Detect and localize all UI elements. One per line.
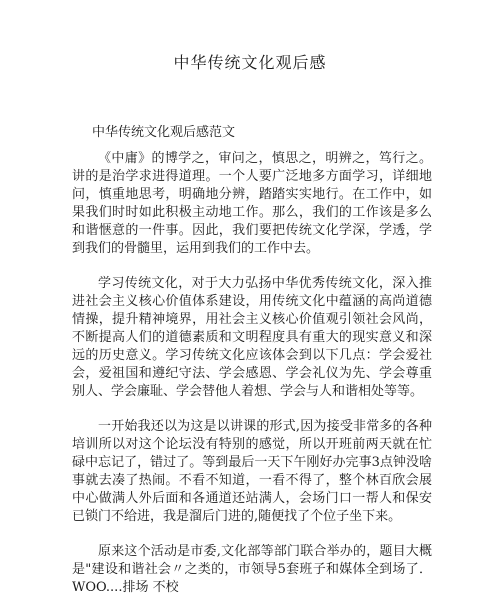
paragraph-4: 原来这个活动是市委,文化部等部门联合举办的，题目大概是"建设和谐社会〃之类的，市领导5套班子和媒体全到场了．WOO....排场 不校 (72, 544, 432, 595)
document-body (72, 150, 432, 597)
paragraph-3: 一开始我还以为这是以讲课的形式,因为接受非常多的各种培训所以对这个论坛没有特别的感觉，所以开班前两天就在忙碌中忘记了，错过了。等到最后一天下午刚好办完事3点钟没啥事就去凑了热闹。不看不知道，一看不得了，整个林百欣会展中心做满人外后面和各通道还站满人，会场门口一帮人和保安已锁门不给进，我是溜后门进的,随便找了个位子坐下来。 (72, 419, 432, 524)
document-subtitle: 中华传统文化观后感范文 (92, 125, 236, 140)
paragraph-1: 《中庸》的博学之，审问之，慎思之，明辨之，笃行之。讲的是治学求进得道理。一个人要广泛地多方面学习，详细地问，慎重地思考，明确地分辨，踏踏实实地行。在工作中，如果我们时时如此积极主动地工作。那么，我们的工作该是多么和谐惬意的一件事。因此，我们要把传统文化学深，学透，学到我们的骨髓里，运用到我们的工作中去。 (72, 151, 432, 256)
document-title: 中华传统文化观后感 (173, 53, 327, 72)
paragraph-2: 学习传统文化，对于大力弘扬中华优秀传统文化，深入推进社会主义核心价值体系建设，用传统文化中蕴涵的高尚道德情操，提升精神境界，用社会主义核心价值观引领社会风尚，不断提高人们的道德素质和文明程度具有重大的现实意义和深远的历史意义。学习传统文化应该体会到以下几点：学会爱社会，爱祖国和遵纪守法、学会感恩、学会礼仪为先、学会尊重别人、学会廉耻、学会替他人着想、学会与人和谐相处等等。 (72, 276, 432, 399)
